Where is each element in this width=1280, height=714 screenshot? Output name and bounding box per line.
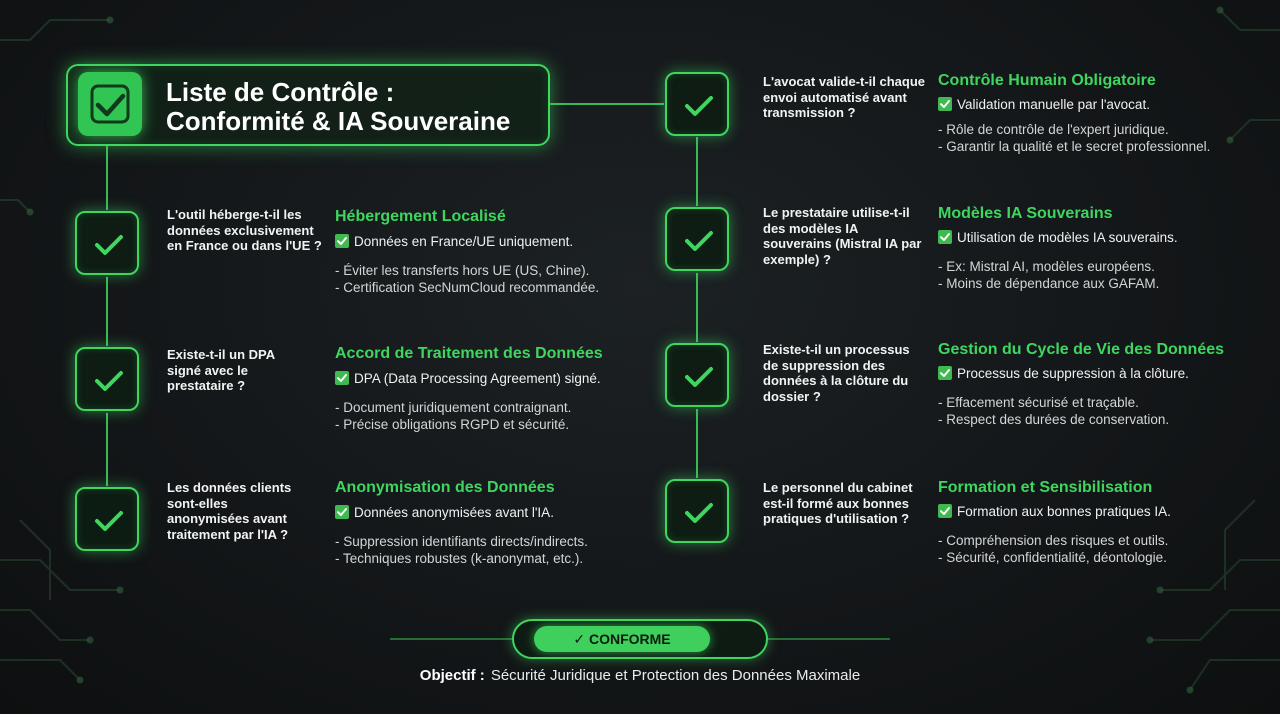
answer-heading: Gestion du Cycle de Vie des Données xyxy=(938,341,1225,358)
checkmark-icon xyxy=(75,347,139,411)
detail-line: - Moins de dépendance aux GAFAM. xyxy=(938,276,1160,291)
answer-heading: Modèles IA Souverains xyxy=(938,205,1113,222)
answer-heading: Anonymisation des Données xyxy=(335,479,555,496)
title-line-2: Conformité & IA Souveraine xyxy=(166,106,511,136)
answer-details xyxy=(335,262,599,296)
detail-line: - Ex: Mistral AI, modèles européens. xyxy=(938,259,1155,274)
question-text: Existe-t-il un processus de suppression des données à la clôture du dossier ? xyxy=(763,342,910,404)
question-text: L'avocat valide-t-il chaque envoi automatisé avant transmission ? xyxy=(763,74,926,120)
detail-line: - Rôle de contrôle de l'expert juridique. xyxy=(938,122,1169,137)
detail-line: - Effacement sécurisé et traçable. xyxy=(938,395,1139,410)
detail-line: - Éviter les transferts hors UE (US, Chine). xyxy=(335,263,590,278)
answer-details xyxy=(335,533,588,567)
detail-line: - Sécurité, confidentialité, déontologie. xyxy=(938,550,1167,565)
detail-line: - Compréhension des risques et outils. xyxy=(938,533,1169,548)
checkmark-icon xyxy=(665,479,729,543)
answer-check xyxy=(938,230,1178,245)
answer-check-text: Processus de suppression à la clôture. xyxy=(957,366,1189,381)
checkmark-icon xyxy=(665,207,729,271)
checkmark-icon xyxy=(665,72,729,136)
title-line-1: Liste de Contrôle : xyxy=(166,77,395,107)
question-text: Les données clients sont-elles anonymisées avant traitement par l'IA ? xyxy=(167,480,292,542)
detail-line: - Techniques robustes (k-anonymat, etc.). xyxy=(335,551,584,566)
check-square-icon xyxy=(938,504,952,518)
answer-details xyxy=(335,399,571,433)
footer-label: Objectif : xyxy=(419,667,485,684)
question-text: Le personnel du cabinet est-il formé aux bonnes pratiques d'utilisation ? xyxy=(763,480,913,526)
conforme-badge-label: ✓ CONFORME xyxy=(534,626,710,652)
answer-check-text: Validation manuelle par l'avocat. xyxy=(957,97,1150,112)
detail-line: - Certification SecNumCloud recommandée. xyxy=(335,280,600,295)
question-text: Le prestataire utilise-t-il des modèles IA souverains (Mistral IA par exemple) ? xyxy=(763,205,922,267)
answer-check xyxy=(335,505,554,520)
conforme-badge xyxy=(512,619,768,659)
checkmark-icon xyxy=(75,211,139,275)
check-square-icon xyxy=(335,505,349,519)
check-square-icon xyxy=(335,371,349,385)
answer-heading: Hébergement Localisé xyxy=(335,208,506,225)
detail-line: - Garantir la qualité et le secret professionnel. xyxy=(938,139,1211,154)
footer-text: Sécurité Juridique et Protection des Données Maximale xyxy=(490,667,861,684)
answer-details xyxy=(938,532,1168,566)
answer-details xyxy=(938,394,1169,428)
check-square-icon xyxy=(335,234,349,248)
checkmark-icon xyxy=(665,343,729,407)
answer-check xyxy=(938,366,1189,381)
answer-check-text: Formation aux bonnes pratiques IA. xyxy=(957,504,1171,519)
answer-details xyxy=(938,258,1159,292)
check-square-icon xyxy=(938,97,952,111)
page-title xyxy=(166,78,546,136)
question-text: Existe-t-il un DPA signé avec le prestataire ? xyxy=(167,347,275,393)
answer-check-text: Utilisation de modèles IA souverains. xyxy=(957,230,1178,245)
detail-line: - Respect des durées de conservation. xyxy=(938,412,1170,427)
check-square-icon xyxy=(938,366,952,380)
answer-check xyxy=(335,234,573,249)
detail-line: - Document juridiquement contraignant. xyxy=(335,400,572,415)
answer-check xyxy=(938,504,1171,519)
answer-check xyxy=(938,97,1150,112)
checkmark-icon xyxy=(78,72,142,136)
answer-check xyxy=(335,371,601,386)
detail-line: - Précise obligations RGPD et sécurité. xyxy=(335,417,570,432)
title-panel xyxy=(66,64,550,146)
footer-objective xyxy=(0,667,1280,684)
answer-check-text: Données anonymisées avant l'IA. xyxy=(354,505,554,520)
detail-line: - Suppression identifiants directs/indirects. xyxy=(335,534,588,549)
answer-heading: Contrôle Humain Obligatoire xyxy=(938,72,1156,89)
answer-check-text: Données en France/UE uniquement. xyxy=(354,234,574,249)
answer-heading: Accord de Traitement des Données xyxy=(335,345,603,362)
question-text: L'outil héberge-t-il les données exclusivement en France ou dans l'UE ? xyxy=(167,207,322,253)
checkmark-icon xyxy=(75,487,139,551)
answer-details xyxy=(938,121,1210,155)
answer-check-text: DPA (Data Processing Agreement) signé. xyxy=(354,371,601,386)
check-square-icon xyxy=(938,230,952,244)
answer-heading: Formation et Sensibilisation xyxy=(938,479,1153,496)
